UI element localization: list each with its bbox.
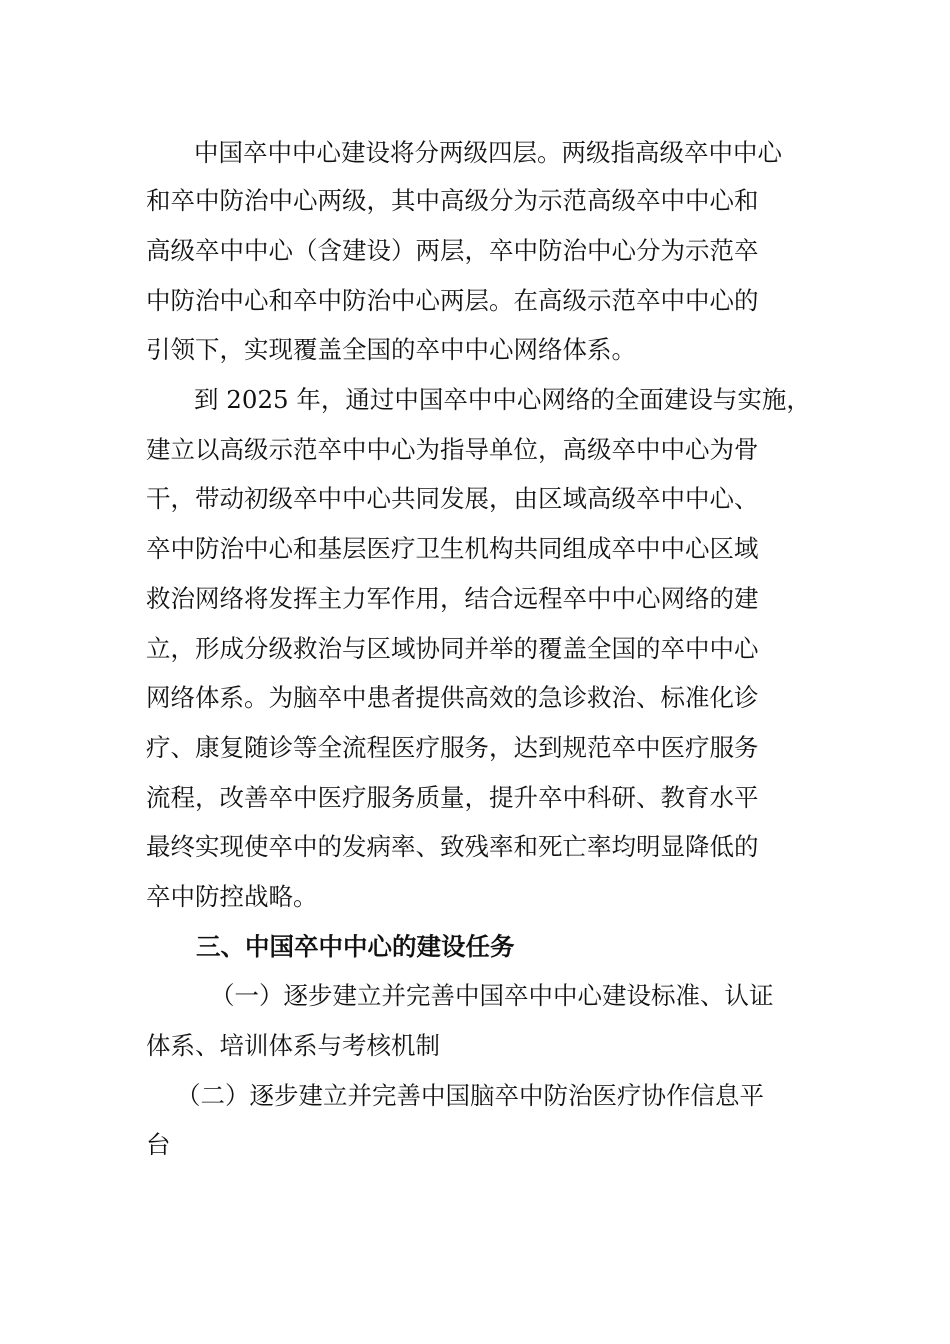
section-heading: 三、中国卒中中心的建设任务 bbox=[196, 932, 515, 961]
paragraph-2-line-4: 卒中防治中心和基层医疗卫生机构共同组成卒中中心区域 bbox=[146, 534, 759, 563]
subsection-1-line-2: 体系、培训体系与考核机制 bbox=[146, 1031, 440, 1060]
paragraph-2-line-7: 网络体系。为脑卒中患者提供高效的急诊救治、标准化诊 bbox=[146, 683, 759, 712]
paragraph-2-line-3: 干，带动初级卒中中心共同发展，由区域高级卒中中心、 bbox=[146, 484, 759, 513]
paragraph-1-line-1: 中国卒中中心建设将分两级四层。两级指高级卒中中心 bbox=[194, 138, 782, 167]
paragraph-2-line-8: 疗、康复随诊等全流程医疗服务，达到规范卒中医疗服务 bbox=[146, 733, 759, 762]
paragraph-1-line-3: 高级卒中中心（含建设）两层，卒中防治中心分为示范卒 bbox=[146, 236, 759, 265]
paragraph-2-line-9: 流程，改善卒中医疗服务质量，提升卒中科研、教育水平 bbox=[146, 783, 759, 812]
paragraph-2-line-5: 救治网络将发挥主力军作用，结合远程卒中中心网络的建 bbox=[146, 584, 759, 613]
subsection-2-line-1: （二）逐步建立并完善中国脑卒中防治医疗协作信息平 bbox=[176, 1081, 764, 1110]
subsection-1-line-1: （一）逐步建立并完善中国卒中中心建设标准、认证 bbox=[210, 981, 774, 1010]
subsection-2-line-2: 台 bbox=[146, 1130, 171, 1159]
paragraph-2-line-1: 到 2025 年，通过中国卒中中心网络的全面建设与实施， bbox=[194, 385, 811, 414]
paragraph-1-line-2: 和卒中防治中心两级，其中高级分为示范高级卒中中心和 bbox=[146, 186, 759, 215]
paragraph-2-line-2: 建立以高级示范卒中中心为指导单位，高级卒中中心为骨 bbox=[146, 435, 759, 464]
paragraph-1-line-5: 引领下，实现覆盖全国的卒中中心网络体系。 bbox=[146, 335, 636, 364]
paragraph-1-line-4: 中防治中心和卒中防治中心两层。在高级示范卒中中心的 bbox=[146, 286, 759, 315]
paragraph-2-line-10: 最终实现使卒中的发病率、致残率和死亡率均明显降低的 bbox=[146, 832, 759, 861]
paragraph-2-line-11: 卒中防控战略。 bbox=[146, 882, 318, 911]
paragraph-2-line-6: 立，形成分级救治与区域协同并举的覆盖全国的卒中中心 bbox=[146, 634, 759, 663]
